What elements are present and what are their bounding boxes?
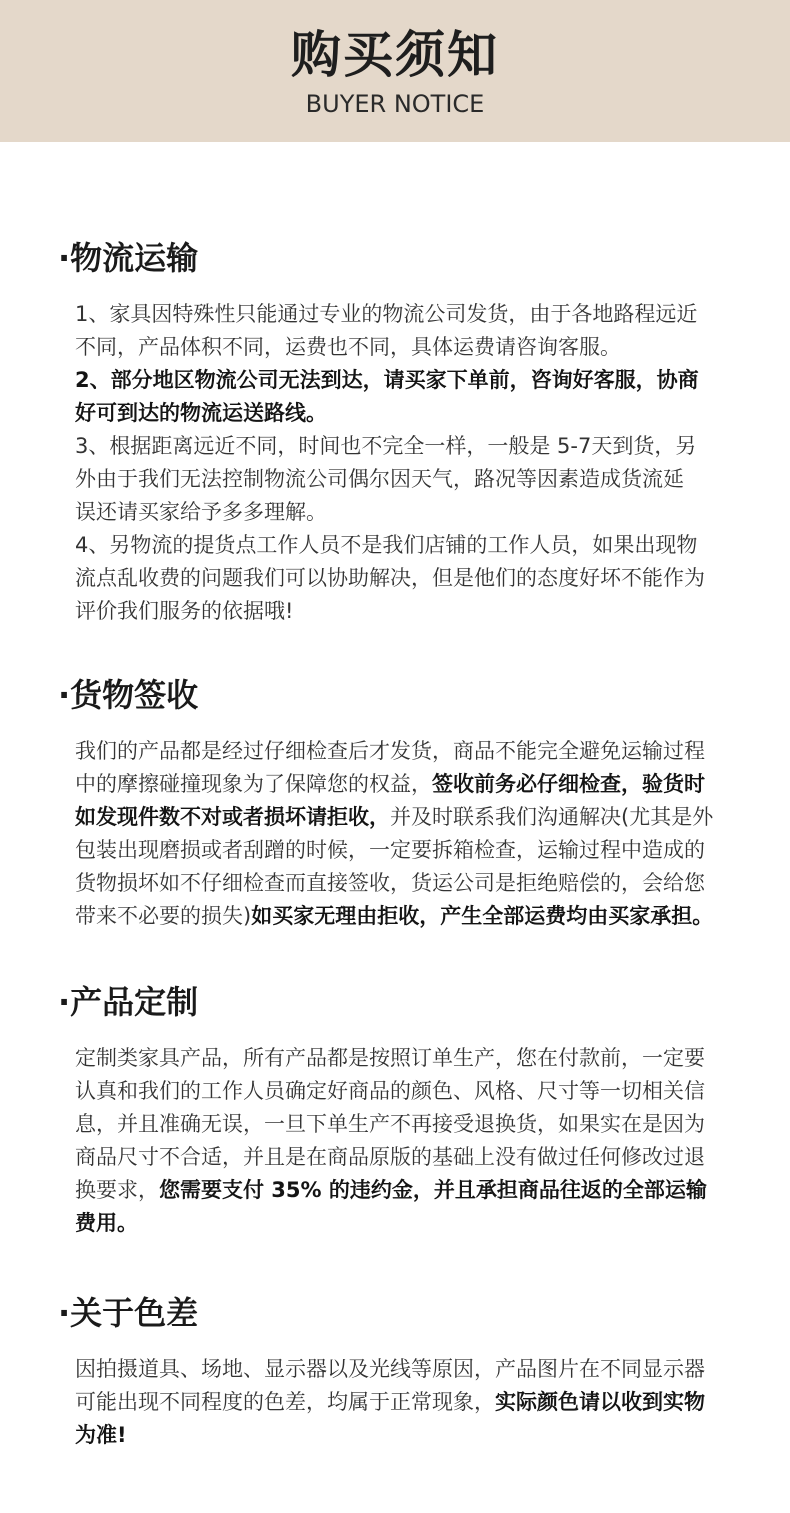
notice-line: [75, 529, 780, 562]
notice-line: [75, 430, 780, 463]
text-segment: 换要求，: [75, 1178, 159, 1202]
page-title: 购买须知: [291, 26, 499, 84]
text-segment: 认真和我们的工作人员确定好商品的颜色、风格、尺寸等一切相关信: [75, 1079, 705, 1103]
text-segment: 息，并且准确无误，一旦下单生产不再接受退换货，如果实在是因为: [75, 1112, 705, 1136]
notice-line: [75, 496, 780, 529]
section-heading: ·物流运输: [58, 239, 199, 277]
text-segment: 可能出现不同程度的色差，均属于正常现象，: [75, 1390, 495, 1414]
text-segment: 流点乱收费的问题我们可以协助解决，但是他们的态度好坏不能作为: [75, 566, 705, 590]
section-body: [75, 298, 780, 628]
emphasis-text-segment: 为准!: [75, 1423, 127, 1447]
emphasis-text-segment: 2、部分地区物流公司无法到达，请买家下单前，咨询好客服，协商: [75, 368, 699, 392]
notice-line: [75, 801, 780, 834]
section-heading: ·关于色差: [58, 1294, 199, 1332]
emphasis-text-segment: 如买家无理由拒收，产生全部运费均由买家承担。: [251, 904, 714, 928]
notice-line: [75, 331, 780, 364]
emphasis-text-segment: 您需要支付 35% 的违约金，并且承担商品往返的全部运输: [159, 1178, 707, 1202]
text-segment: 4、另物流的提货点工作人员不是我们店铺的工作人员，如果出现物: [75, 533, 698, 557]
notice-line: [75, 463, 780, 496]
text-segment: 我们的产品都是经过仔细检查后才发货，商品不能完全避免运输过程: [75, 739, 705, 763]
notice-line: [75, 1042, 780, 1075]
page-subtitle: BUYER NOTICE: [305, 90, 485, 118]
text-segment: 因拍摄道具、场地、显示器以及光线等原因，产品图片在不同显示器: [75, 1357, 705, 1381]
emphasis-text-segment: 如发现件数不对或者损坏请拒收，: [75, 805, 390, 829]
notice-line: [75, 364, 780, 397]
notice-header-banner: [0, 0, 790, 142]
notice-line: [75, 595, 780, 628]
notice-line: [75, 562, 780, 595]
notice-line: [75, 834, 780, 867]
notice-line: [75, 1108, 780, 1141]
text-segment: 定制类家具产品，所有产品都是按照订单生产，您在付款前，一定要: [75, 1046, 705, 1070]
section-body: [75, 735, 780, 933]
emphasis-text-segment: 签收前务必仔细检查，验货时: [432, 772, 705, 796]
text-segment: 误还请买家给予多多理解。: [75, 500, 327, 524]
text-segment: 1、家具因特殊性只能通过专业的物流公司发货，由于各地路程远近: [75, 302, 698, 326]
text-segment: 外由于我们无法控制物流公司偶尔因天气，路况等因素造成货流延: [75, 467, 684, 491]
notice-line: [75, 867, 780, 900]
text-segment: 中的摩擦碰撞现象为了保障您的权益，: [75, 772, 432, 796]
notice-line: [75, 1419, 780, 1452]
section-body: [75, 1042, 780, 1240]
text-segment: 不同，产品体积不同，运费也不同，具体运费请咨询客服。: [75, 335, 621, 359]
notice-line: [75, 1141, 780, 1174]
text-segment: 并及时联系我们沟通解决(尤其是外: [390, 805, 714, 829]
emphasis-text-segment: 好可到达的物流运送路线。: [75, 401, 327, 425]
notice-line: [75, 1075, 780, 1108]
notice-line: [75, 735, 780, 768]
text-segment: 商品尺寸不合适，并且是在商品原版的基础上没有做过任何修改过退: [75, 1145, 705, 1169]
notice-line: [75, 1353, 780, 1386]
notice-line: [75, 768, 780, 801]
notice-line: [75, 900, 780, 933]
notice-line: [75, 397, 780, 430]
notice-line: [75, 1174, 780, 1207]
section-heading: ·产品定制: [58, 983, 199, 1021]
emphasis-text-segment: 费用。: [75, 1211, 138, 1235]
text-segment: 评价我们服务的依据哦!: [75, 599, 294, 623]
section-body: [75, 1353, 780, 1452]
text-segment: 货物损坏如不仔细检查而直接签收，货运公司是拒绝赔偿的，会给您: [75, 871, 705, 895]
text-segment: 带来不必要的损失): [75, 904, 252, 928]
text-segment: 包装出现磨损或者刮蹭的时候，一定要拆箱检查，运输过程中造成的: [75, 838, 705, 862]
emphasis-text-segment: 实际颜色请以收到实物: [495, 1390, 705, 1414]
section-heading: ·货物签收: [58, 676, 199, 714]
notice-line: [75, 298, 780, 331]
notice-line: [75, 1386, 780, 1419]
notice-line: [75, 1207, 780, 1240]
text-segment: 3、根据距离远近不同，时间也不完全一样，一般是 5-7天到货，另: [75, 434, 697, 458]
